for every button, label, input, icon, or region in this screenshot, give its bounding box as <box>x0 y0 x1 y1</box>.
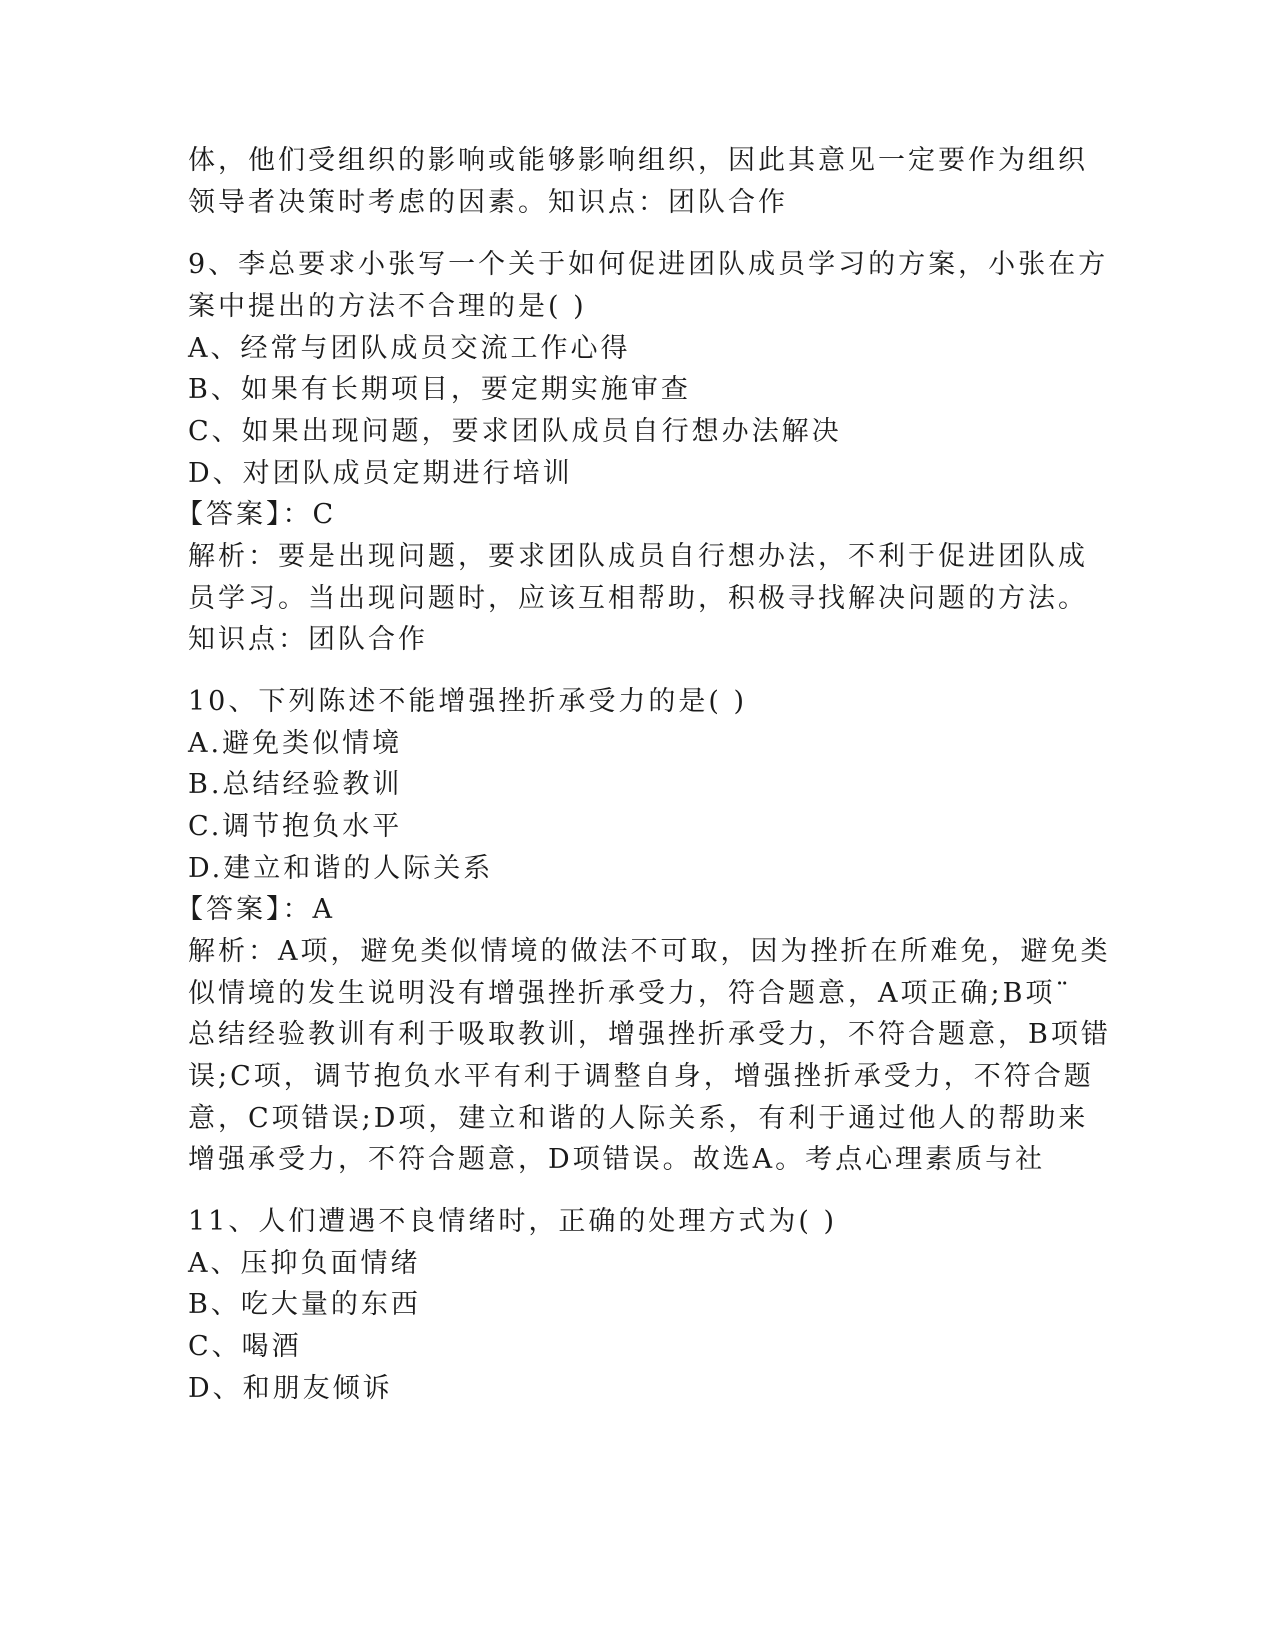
question-11-option-b: B、吃大量的东西 <box>188 1289 421 1320</box>
question-10-stem: 10、下列陈述不能增强挫折承受力的是( ) <box>188 686 748 717</box>
question-9-option-b: B、如果有长期项目，要定期实施审查 <box>188 374 691 405</box>
question-9-option-a: A、经常与团队成员交流工作心得 <box>188 333 631 364</box>
question-10-option-c: C.调节抱负水平 <box>188 811 403 842</box>
question-9-stem-line-2: 案中提出的方法不合理的是( ) <box>188 291 587 322</box>
question-10-explanation-line-1: 解析：A项，避免类似情境的做法不可取，因为挫折在所难免，避免类 <box>188 936 1111 967</box>
question-9-explanation-line-3: 知识点：团队合作 <box>188 624 428 655</box>
question-11-option-c: C、喝酒 <box>188 1331 302 1362</box>
question-9-answer: 【答案】：C <box>176 499 337 530</box>
question-11-option-d: D、和朋友倾诉 <box>188 1373 393 1404</box>
question-9-stem-line-1: 9、李总要求小张写一个关于如何促进团队成员学习的方案，小张在方 <box>188 249 1109 280</box>
prev-explanation-line-2: 领导者决策时考虑的因素。知识点：团队合作 <box>188 187 788 218</box>
question-11-stem: 11、人们遭遇不良情绪时，正确的处理方式为( ) <box>188 1206 838 1237</box>
question-9-explanation-line-2: 员学习。当出现问题时，应该互相帮助，积极寻找解决问题的方法。 <box>188 583 1088 614</box>
question-11-option-a: A、压抑负面情绪 <box>188 1248 421 1279</box>
question-10-explanation-line-5: 意，C项错误;D项，建立和谐的人际关系，有利于通过他人的帮助来 <box>188 1103 1089 1134</box>
question-10-explanation-line-3: 总结经验教训有利于吸取教训，增强挫折承受力，不符合题意，B项错 <box>188 1019 1111 1050</box>
question-10-explanation-line-2: 似情境的发生说明没有增强挫折承受力，符合题意，A项正确;B项¨ <box>188 978 1072 1009</box>
question-10-option-a: A.避免类似情境 <box>188 728 403 759</box>
question-10-explanation-line-4: 误;C项，调节抱负水平有利于调整自身，增强挫折承受力，不符合题 <box>188 1061 1094 1092</box>
question-10-explanation-line-6: 增强承受力，不符合题意，D项错误。故选A。考点心理素质与社 <box>188 1144 1046 1175</box>
question-10-option-d: D.建立和谐的人际关系 <box>188 853 494 884</box>
question-9-option-c: C、如果出现问题，要求团队成员自行想办法解决 <box>188 416 842 447</box>
question-10-option-b: B.总结经验教训 <box>188 769 403 800</box>
question-10-answer: 【答案】：A <box>176 894 335 925</box>
question-9-option-d: D、对团队成员定期进行培训 <box>188 458 573 489</box>
prev-explanation-line-1: 体，他们受组织的影响或能够影响组织，因此其意见一定要作为组织 <box>188 145 1088 176</box>
question-9-explanation-line-1: 解析：要是出现问题，要求团队成员自行想办法，不利于促进团队成 <box>188 541 1088 572</box>
